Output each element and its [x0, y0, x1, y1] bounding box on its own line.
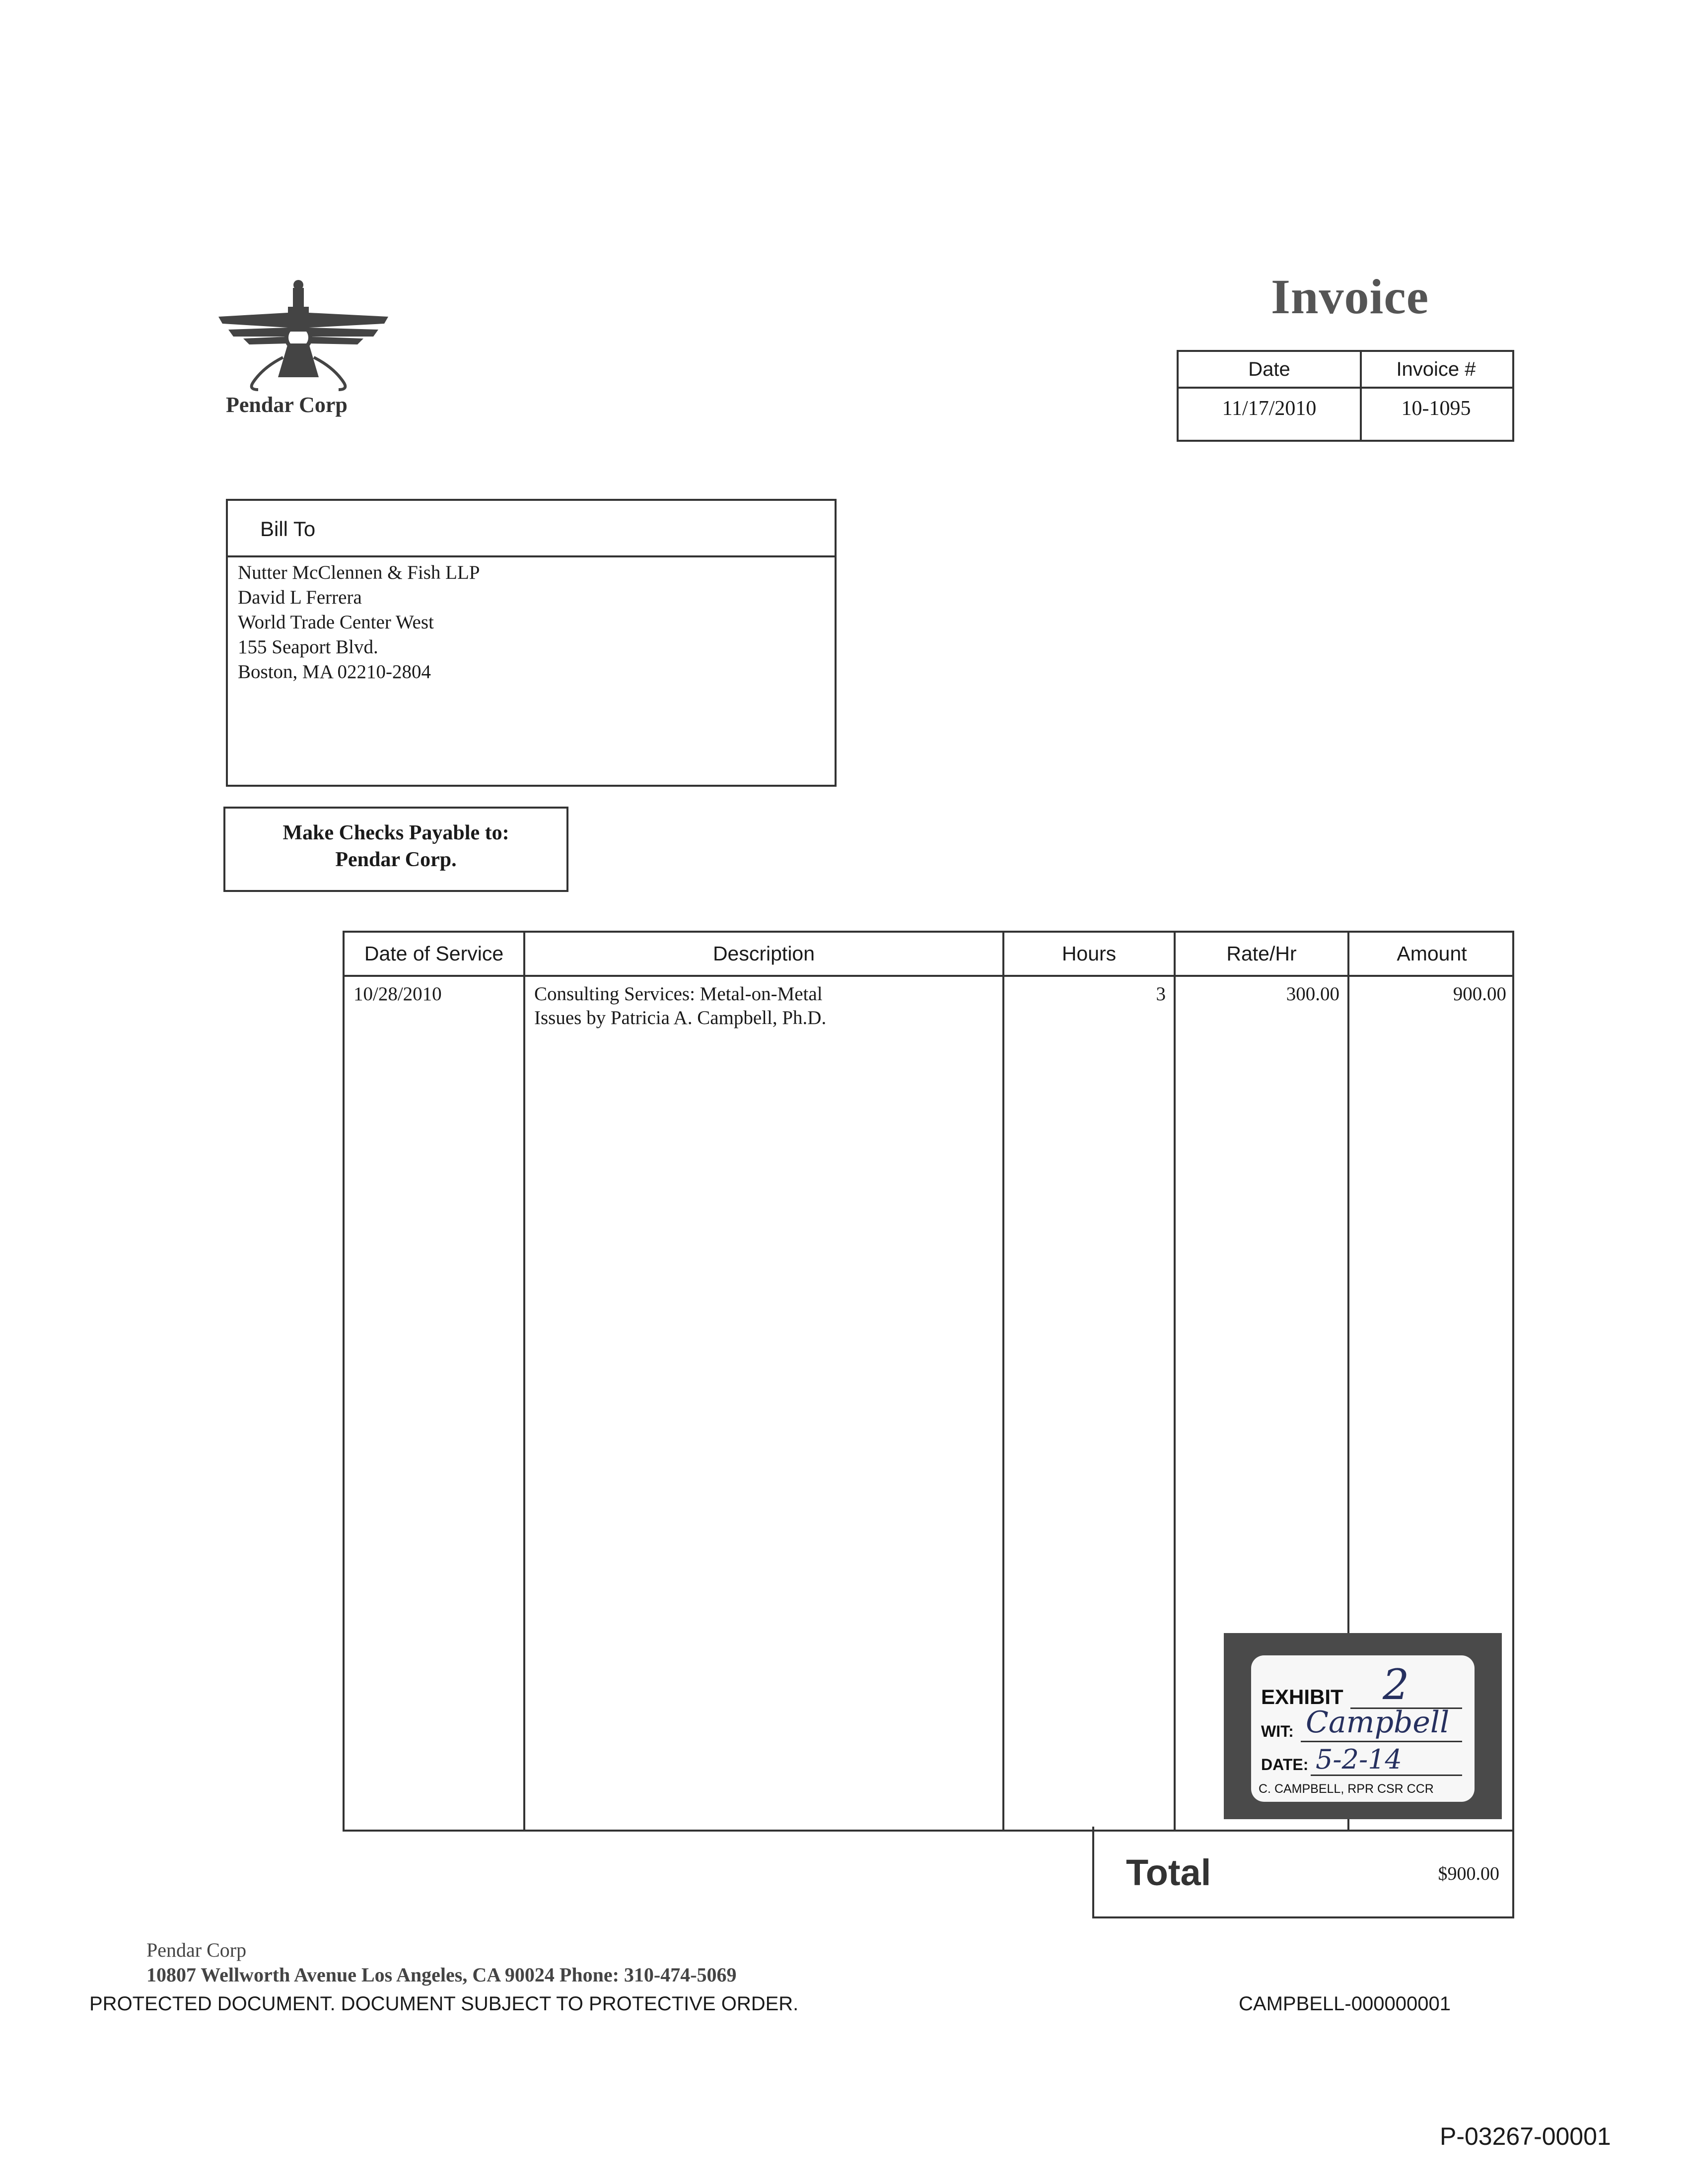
row-description-line: Issues by Patricia A. Campbell, Ph.D.: [534, 1007, 827, 1028]
column-divider: [523, 933, 525, 1830]
bill-to-address: [238, 560, 480, 684]
row-description-line: Consulting Services: Metal-on-Metal: [534, 983, 823, 1005]
column-header-amount: Amount: [1397, 942, 1467, 965]
invoice-meta-table: [1177, 350, 1514, 442]
invoice-number-column: [1360, 352, 1512, 440]
payable-line-1: Make Checks Payable to:: [282, 821, 509, 844]
exhibit-stamp: [1224, 1633, 1502, 1819]
logo-company-name: Pendar Corp: [226, 393, 348, 417]
row-hours: 3: [1156, 983, 1166, 1005]
column-header-hours: Hours: [1061, 942, 1117, 965]
protective-order-notice: PROTECTED DOCUMENT. DOCUMENT SUBJECT TO PROTECTIVE ORDER.: [89, 1993, 799, 2015]
bill-to-line: 155 Seaport Blvd.: [238, 636, 378, 658]
column-divider: [1174, 933, 1176, 1830]
page-id: P-03267-00001: [1440, 2122, 1611, 2150]
row-rate: 300.00: [1286, 983, 1339, 1005]
court-reporter: C. CAMPBELL, RPR CSR CCR: [1259, 1782, 1434, 1796]
row-description: [534, 982, 826, 1030]
total-label: Total: [1126, 1852, 1211, 1893]
header-divider: [345, 975, 1512, 977]
total-value: $900.00: [1438, 1863, 1499, 1884]
page-title: Invoice: [1271, 269, 1429, 324]
column-divider: [1002, 933, 1004, 1830]
witness-rule: [1301, 1741, 1462, 1742]
exhibit-label: EXHIBIT: [1261, 1685, 1343, 1708]
witness-signature: Campbell: [1306, 1705, 1450, 1740]
bill-to-label: Bill To: [260, 517, 316, 541]
stamp-date-value: 5-2-14: [1316, 1744, 1402, 1775]
footer-company-name: Pendar Corp: [146, 1939, 247, 1961]
row-date: 10/28/2010: [353, 983, 442, 1005]
witness-label: WIT:: [1261, 1722, 1294, 1740]
footer-company-address: 10807 Wellworth Avenue Los Angeles, CA 90024 Phone: 310-474-5069: [146, 1964, 737, 1986]
bill-to-line: David L Ferrera: [238, 587, 362, 608]
payable-box: [223, 807, 568, 892]
invoice-date-label: Date: [1179, 352, 1360, 389]
invoice-date-column: [1179, 352, 1362, 440]
stamp-date-label: DATE:: [1261, 1756, 1309, 1774]
faravahar-logo-icon: [209, 278, 397, 397]
bill-to-header: [228, 501, 835, 557]
bill-to-line: Nutter McClennen & Fish LLP: [238, 562, 480, 583]
invoice-date-value: 11/17/2010: [1222, 397, 1317, 420]
bill-to-line: Boston, MA 02210-2804: [238, 661, 431, 682]
invoice-number-value: 10-1095: [1401, 397, 1471, 420]
bates-number: CAMPBELL-000000001: [1239, 1993, 1451, 2015]
row-amount: 900.00: [1453, 983, 1506, 1005]
invoice-number-label: Invoice #: [1360, 352, 1512, 389]
column-header-date: Date of Service: [364, 942, 504, 965]
column-header-description: Description: [712, 942, 815, 965]
payable-line-2: Pendar Corp.: [335, 848, 457, 871]
bill-to-box: [226, 499, 837, 787]
exhibit-stamp-label-area: [1251, 1655, 1475, 1802]
bill-to-line: World Trade Center West: [238, 612, 434, 633]
exhibit-number: 2: [1383, 1660, 1409, 1709]
column-header-rate: Rate/Hr: [1226, 942, 1297, 965]
